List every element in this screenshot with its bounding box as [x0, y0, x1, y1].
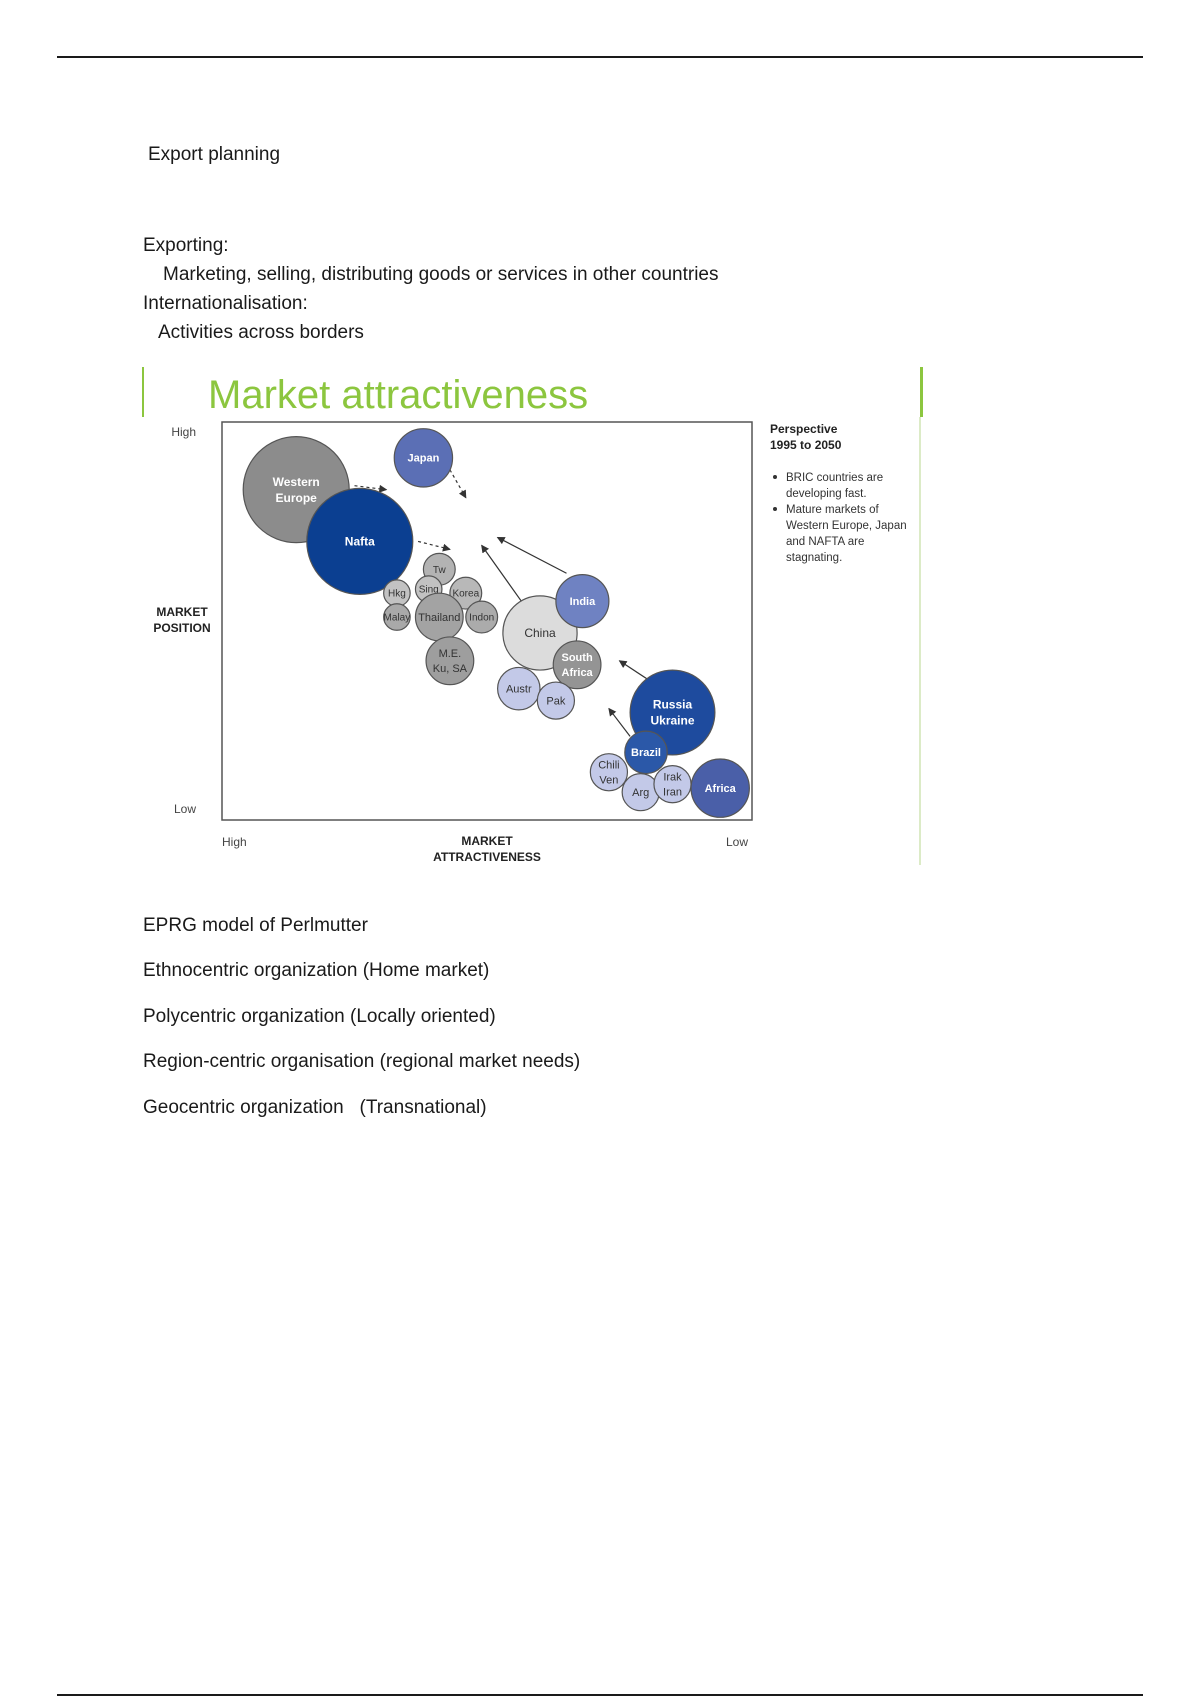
- country-bubble: [622, 774, 659, 811]
- note-bullet-text: Mature markets of Western Europe, Japan and NAFTA are stagnating.: [786, 504, 907, 564]
- country-bubble: [556, 575, 609, 628]
- accent-bar-left: [142, 367, 144, 417]
- bubble-circle: [553, 641, 601, 689]
- bubble-label: Malay: [383, 612, 411, 624]
- chart-title: Market attractiveness: [208, 373, 589, 417]
- eprg-item-geocentric: Geocentric organization (Transnational): [143, 1097, 487, 1118]
- exporting-label: Exporting:: [143, 235, 229, 256]
- bubble-label: Africa: [704, 783, 736, 796]
- eprg-item-regiocentric: Region-centric organisation (regional market needs): [143, 1051, 581, 1072]
- bubble-label: Japan: [407, 452, 440, 465]
- bubble-label: Chili Ven: [598, 759, 620, 787]
- exporting-definition: Marketing, selling, distributing goods or services in other countries: [163, 264, 719, 285]
- market-attractiveness-figure: [142, 367, 924, 865]
- country-bubble: [466, 601, 498, 633]
- country-bubble: [691, 759, 749, 817]
- note-title: Perspective 1995 to 2050: [770, 422, 842, 452]
- internationalisation-label: Internationalisation:: [143, 293, 308, 314]
- country-bubble: [307, 488, 413, 594]
- y-axis-label: MARKET POSITION: [153, 605, 211, 635]
- note-bullet-dot: [773, 475, 777, 479]
- bubble-label: India: [569, 595, 596, 608]
- bubble-label: China: [524, 626, 556, 641]
- eprg-item-ethnocentric: Ethnocentric organization (Home market): [143, 960, 490, 981]
- bubble-label: Korea: [452, 588, 480, 600]
- country-bubble: [384, 580, 411, 607]
- x-tick-low: Low: [725, 835, 748, 849]
- y-tick-high: High: [171, 425, 196, 439]
- header-rule: [57, 56, 1143, 58]
- country-bubble: [384, 604, 411, 631]
- note-bullet-dot: [773, 507, 777, 511]
- bubble-label: Nafta: [344, 534, 375, 549]
- perspective-note: [770, 422, 907, 564]
- bubble-circle: [426, 637, 474, 685]
- x-axis-label: MARKET ATTRACTIVENESS: [433, 834, 541, 864]
- country-bubble: [498, 667, 540, 709]
- country-bubble: [590, 754, 627, 791]
- bubble-label: South Africa: [561, 652, 593, 680]
- market-attractiveness-chart: [142, 367, 924, 865]
- internationalisation-definition: Activities across borders: [158, 322, 364, 343]
- bubble-label: Arg: [632, 786, 650, 799]
- note-bullet-text: BRIC countries are developing fast.: [786, 472, 884, 500]
- country-bubble: [537, 682, 574, 719]
- bubble-label: Austr: [505, 683, 532, 696]
- footer-rule: [57, 1694, 1143, 1696]
- bubble-label: Thailand: [418, 611, 461, 624]
- country-bubble: [394, 429, 452, 487]
- country-bubble: [654, 766, 691, 803]
- bubble-label: Irak Iran: [663, 771, 682, 799]
- bubble-label: Brazil: [631, 747, 661, 760]
- y-tick-low: Low: [173, 802, 196, 816]
- bubble-label: Indon: [469, 612, 495, 624]
- country-bubble: [625, 731, 667, 773]
- bubble-label: Russia Ukraine: [650, 697, 695, 728]
- accent-bar-right: [920, 367, 923, 417]
- x-tick-high: High: [222, 835, 247, 849]
- country-bubble: [426, 637, 474, 685]
- bubble-label: M.E. Ku, SA: [432, 648, 468, 676]
- bubble-label: Tw: [432, 564, 446, 576]
- bubble-label: Western Europe: [272, 474, 320, 505]
- bubble-label: Pak: [546, 695, 566, 708]
- country-bubble: [415, 593, 463, 641]
- eprg-title: EPRG model of Perlmutter: [143, 915, 368, 936]
- country-bubble: [553, 641, 601, 689]
- page-heading: Export planning: [148, 144, 281, 165]
- eprg-item-polycentric: Polycentric organization (Locally oriented): [143, 1006, 496, 1027]
- bubble-label: Sing: [418, 584, 439, 596]
- bubble-label: Hkg: [388, 588, 406, 600]
